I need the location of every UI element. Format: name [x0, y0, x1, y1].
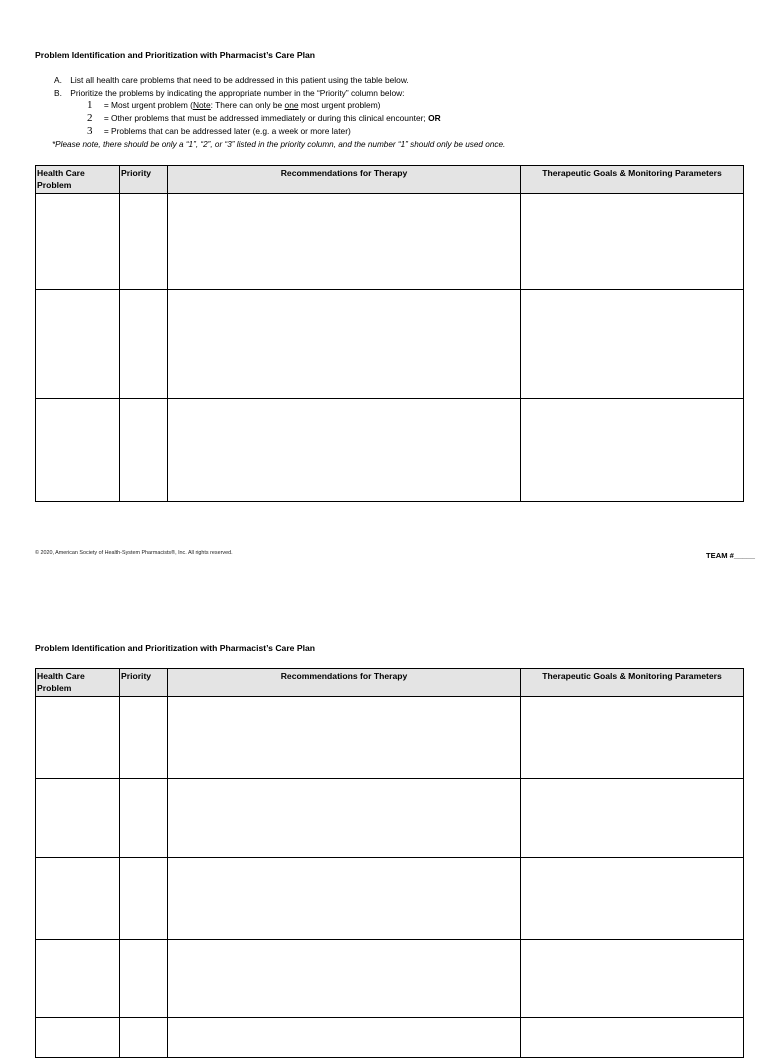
problem-cell[interactable]	[36, 194, 120, 290]
priority-cell[interactable]	[120, 290, 168, 399]
priority-1-note: Note	[192, 100, 211, 110]
table-header-row	[36, 669, 744, 697]
priority-cell[interactable]	[120, 697, 168, 779]
header-goals-monitoring: Therapeutic Goals & Monitoring Parameters	[521, 166, 744, 194]
goals-cell[interactable]	[521, 779, 744, 858]
priority-cell[interactable]	[120, 858, 168, 940]
problem-cell[interactable]	[36, 779, 120, 858]
table-row	[36, 697, 744, 779]
header-health-care-problem: Health Care Problem	[36, 669, 120, 697]
table-row	[36, 290, 744, 399]
care-plan-table-1	[35, 165, 744, 502]
priority-1-one: one	[284, 100, 299, 110]
recommendations-cell[interactable]	[168, 399, 521, 502]
header-priority: Priority	[120, 669, 168, 697]
page-title: Problem Identification and Prioritization with Pharmacist’s Care Plan	[35, 50, 315, 60]
priority-2-number: 2	[87, 112, 93, 124]
priority-1-line	[87, 100, 380, 111]
recommendations-cell[interactable]	[168, 290, 521, 399]
copyright-footer: © 2020, American Society of Health-System Pharmacists®, Inc. All rights reserved.	[35, 550, 233, 556]
priority-1-post: most urgent problem)	[298, 100, 381, 110]
instruction-a	[54, 76, 409, 84]
priority-2-text: = Other problems that must be addressed immediately or during this clinical encounter;	[103, 113, 426, 123]
recommendations-cell[interactable]	[168, 858, 521, 940]
team-number-field[interactable]: TEAM #_____	[706, 551, 755, 560]
goals-cell[interactable]	[521, 399, 744, 502]
problem-cell[interactable]	[36, 697, 120, 779]
goals-cell[interactable]	[521, 194, 744, 290]
table-row	[36, 399, 744, 502]
table-row	[36, 940, 744, 1018]
problem-cell[interactable]	[36, 940, 120, 1018]
priority-3-line	[87, 126, 351, 137]
priority-1-number: 1	[87, 99, 93, 111]
table-row	[36, 858, 744, 940]
instruction-b-text: Prioritize the problems by indicating the appropriate number in the “Priority” column below:	[70, 88, 405, 98]
goals-cell[interactable]	[521, 858, 744, 940]
header-priority: Priority	[120, 166, 168, 194]
table-row	[36, 194, 744, 290]
goals-cell[interactable]	[521, 697, 744, 779]
header-recommendations: Recommendations for Therapy	[168, 166, 521, 194]
priority-cell[interactable]	[120, 779, 168, 858]
recommendations-cell[interactable]	[168, 940, 521, 1018]
header-recommendations: Recommendations for Therapy	[168, 669, 521, 697]
priority-1-pre: = Most urgent problem (	[103, 100, 193, 110]
priority-3-text: = Problems that can be addressed later (e.g. a week or more later)	[103, 126, 351, 136]
care-plan-table-2	[35, 668, 744, 1058]
problem-cell[interactable]	[36, 399, 120, 502]
priority-cell[interactable]	[120, 194, 168, 290]
header-health-care-problem: Health Care Problem	[36, 166, 120, 194]
priority-note: *Please note, there should be only a “1”, “2”, or “3” listed in the priority column, and the number “1” should only be used once.	[52, 140, 506, 149]
problem-cell[interactable]	[36, 290, 120, 399]
priority-3-number: 3	[87, 125, 93, 137]
page-title-2: Problem Identification and Prioritization with Pharmacist’s Care Plan	[35, 643, 315, 653]
instruction-a-marker: A.	[54, 75, 62, 85]
priority-cell[interactable]	[120, 399, 168, 502]
goals-cell[interactable]	[521, 290, 744, 399]
recommendations-cell[interactable]	[168, 779, 521, 858]
priority-cell[interactable]	[120, 940, 168, 1018]
instruction-b	[54, 89, 404, 97]
priority-2-line	[87, 113, 441, 124]
instruction-b-marker: B.	[54, 88, 62, 98]
recommendations-cell[interactable]	[168, 194, 521, 290]
priority-2-or: OR	[428, 113, 441, 123]
instruction-a-text: List all health care problems that need to be addressed in this patient using the table below.	[70, 75, 409, 85]
problem-cell[interactable]	[36, 858, 120, 940]
priority-1-mid: : There can only be	[210, 100, 285, 110]
header-goals-monitoring: Therapeutic Goals & Monitoring Parameters	[521, 669, 744, 697]
table-row	[36, 779, 744, 858]
goals-cell[interactable]	[521, 940, 744, 1018]
table-header-row	[36, 166, 744, 194]
recommendations-cell[interactable]	[168, 697, 521, 779]
